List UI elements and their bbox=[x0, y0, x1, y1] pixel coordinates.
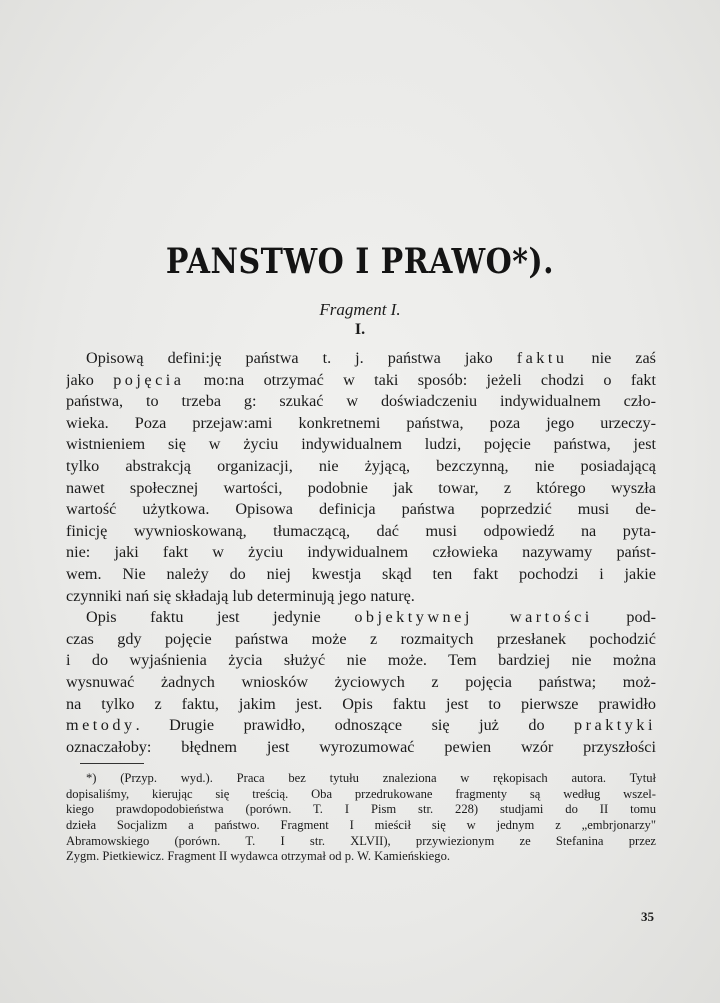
body-line bbox=[66, 586, 656, 608]
text-segment: na tylko z faktu, jakim jest. Opis faktu jest to pierwsze prawidło bbox=[66, 694, 656, 713]
spaced-emphasis: pojęcia bbox=[113, 370, 185, 389]
spaced-emphasis: faktu bbox=[516, 349, 568, 367]
text-segment: wieka. Poza przejaw:ami konkretnemi państwa, poza jego urzeczy- bbox=[66, 413, 656, 432]
body-line bbox=[66, 715, 656, 737]
spaced-emphasis: objektywnej wartości bbox=[354, 608, 593, 627]
body-line bbox=[66, 478, 656, 500]
page-number: 35 bbox=[641, 909, 654, 924]
text-segment: i do wyjaśnienia życia służyć nie może. Tem bardziej nie można bbox=[66, 651, 656, 670]
text-segment: czynniki nań się składają lub determinują jego naturę. bbox=[66, 586, 415, 605]
text-segment: państwa, to trzeba g: szukać w doświadczeniu indywidualnem czło- bbox=[66, 392, 656, 411]
text-segment: tylko abstrakcją organizacji, nie żyjącą, bezczynną, nie posiadającą bbox=[66, 456, 656, 475]
text-segment: nawet społecznej wartości, podobnie jak towar, z którego wyszła bbox=[66, 478, 656, 497]
body-line bbox=[66, 391, 656, 413]
text-segment: wistnieniem się w życiu indywidualnem ludzi, pojęcie państwa, jest bbox=[66, 435, 656, 454]
footnote bbox=[66, 771, 656, 865]
text-segment: finicję wywnioskowaną, tłumaczącą, dać musi odpowiedź na pyta- bbox=[66, 521, 656, 540]
text-segment: Opisową defini:ję państwa t. j. państwa jako bbox=[86, 349, 517, 367]
footnote-line: dzieła Socjalizm a państwo. Fragment I mieścił się w jednym z „embrjonarzy" bbox=[66, 818, 656, 833]
spaced-emphasis: praktyki bbox=[574, 716, 656, 735]
body-line bbox=[66, 370, 656, 392]
text-segment: . Drugie prawidło, odnoszące się już do bbox=[135, 716, 575, 735]
text-segment: nie zaś bbox=[567, 349, 656, 367]
body-line bbox=[66, 607, 656, 629]
footnote-line: *) (Przyp. wyd.). Praca bez tytułu znaleziona w rękopisach autora. Tytuł bbox=[86, 771, 656, 785]
section-number: I. bbox=[354, 321, 366, 338]
footnote-line: Abramowskiego (porówn. T. I str. XLVII), przywiezionym ze Stefanina przez bbox=[66, 833, 656, 848]
footnote-line: Zygm. Pietkiewicz. Fragment II wydawca otrzymał od p. W. Kamieńskiego. bbox=[66, 849, 451, 864]
footnote-line: dopisaliśmy, kierując się treścią. Oba przedrukowane fragmenty są według wszel- bbox=[66, 786, 656, 801]
body-line bbox=[66, 672, 656, 694]
body-line bbox=[66, 694, 656, 716]
body-line bbox=[66, 434, 656, 456]
body-line bbox=[66, 413, 656, 435]
footnote-line: kiego prawdopodobieństwa (porówn. T. I Pism str. 228) studjami do II tomu bbox=[66, 802, 656, 817]
text-segment: pod- bbox=[592, 608, 656, 627]
body-line bbox=[66, 564, 656, 586]
footnote-rule bbox=[80, 763, 144, 764]
chapter-title: PANSTWO I PRAWO*). bbox=[165, 242, 555, 283]
body-line bbox=[66, 629, 656, 651]
text-segment: czas gdy pojęcie państwa może z rozmaitych przesłanek pochodzić bbox=[66, 629, 656, 648]
text-segment: Opis faktu jest jedynie bbox=[86, 608, 355, 627]
text-segment: wartość użytkowa. Opisowa definicja państwa poprzedzić musi de- bbox=[66, 500, 656, 519]
text-segment: nie: jaki fakt w życiu indywidualnem człowieka nazywamy państ- bbox=[66, 543, 656, 562]
text-segment: wem. Nie należy do niej kwestja skąd ten fakt pochodzi i jakie bbox=[66, 564, 656, 583]
body-line bbox=[66, 348, 656, 370]
body-text bbox=[66, 348, 656, 758]
text-segment: jako bbox=[66, 370, 114, 389]
fragment-heading: Fragment I. bbox=[319, 300, 401, 319]
body-line bbox=[66, 650, 656, 672]
body-line bbox=[66, 456, 656, 478]
text-segment: mo:na otrzymać w taki sposób: jeżeli chodzi o fakt bbox=[184, 370, 656, 389]
spaced-emphasis: metody bbox=[66, 716, 136, 735]
body-line bbox=[66, 499, 656, 521]
text-segment: oznaczałoby: błędnem jest wyrozumować pewien wzór przyszłości bbox=[66, 737, 656, 756]
body-line bbox=[66, 737, 656, 759]
text-segment: wysnuwać żadnych wniosków życiowych z pojęcia państwa; moż- bbox=[66, 672, 656, 691]
body-line bbox=[66, 521, 656, 543]
body-line bbox=[66, 542, 656, 564]
